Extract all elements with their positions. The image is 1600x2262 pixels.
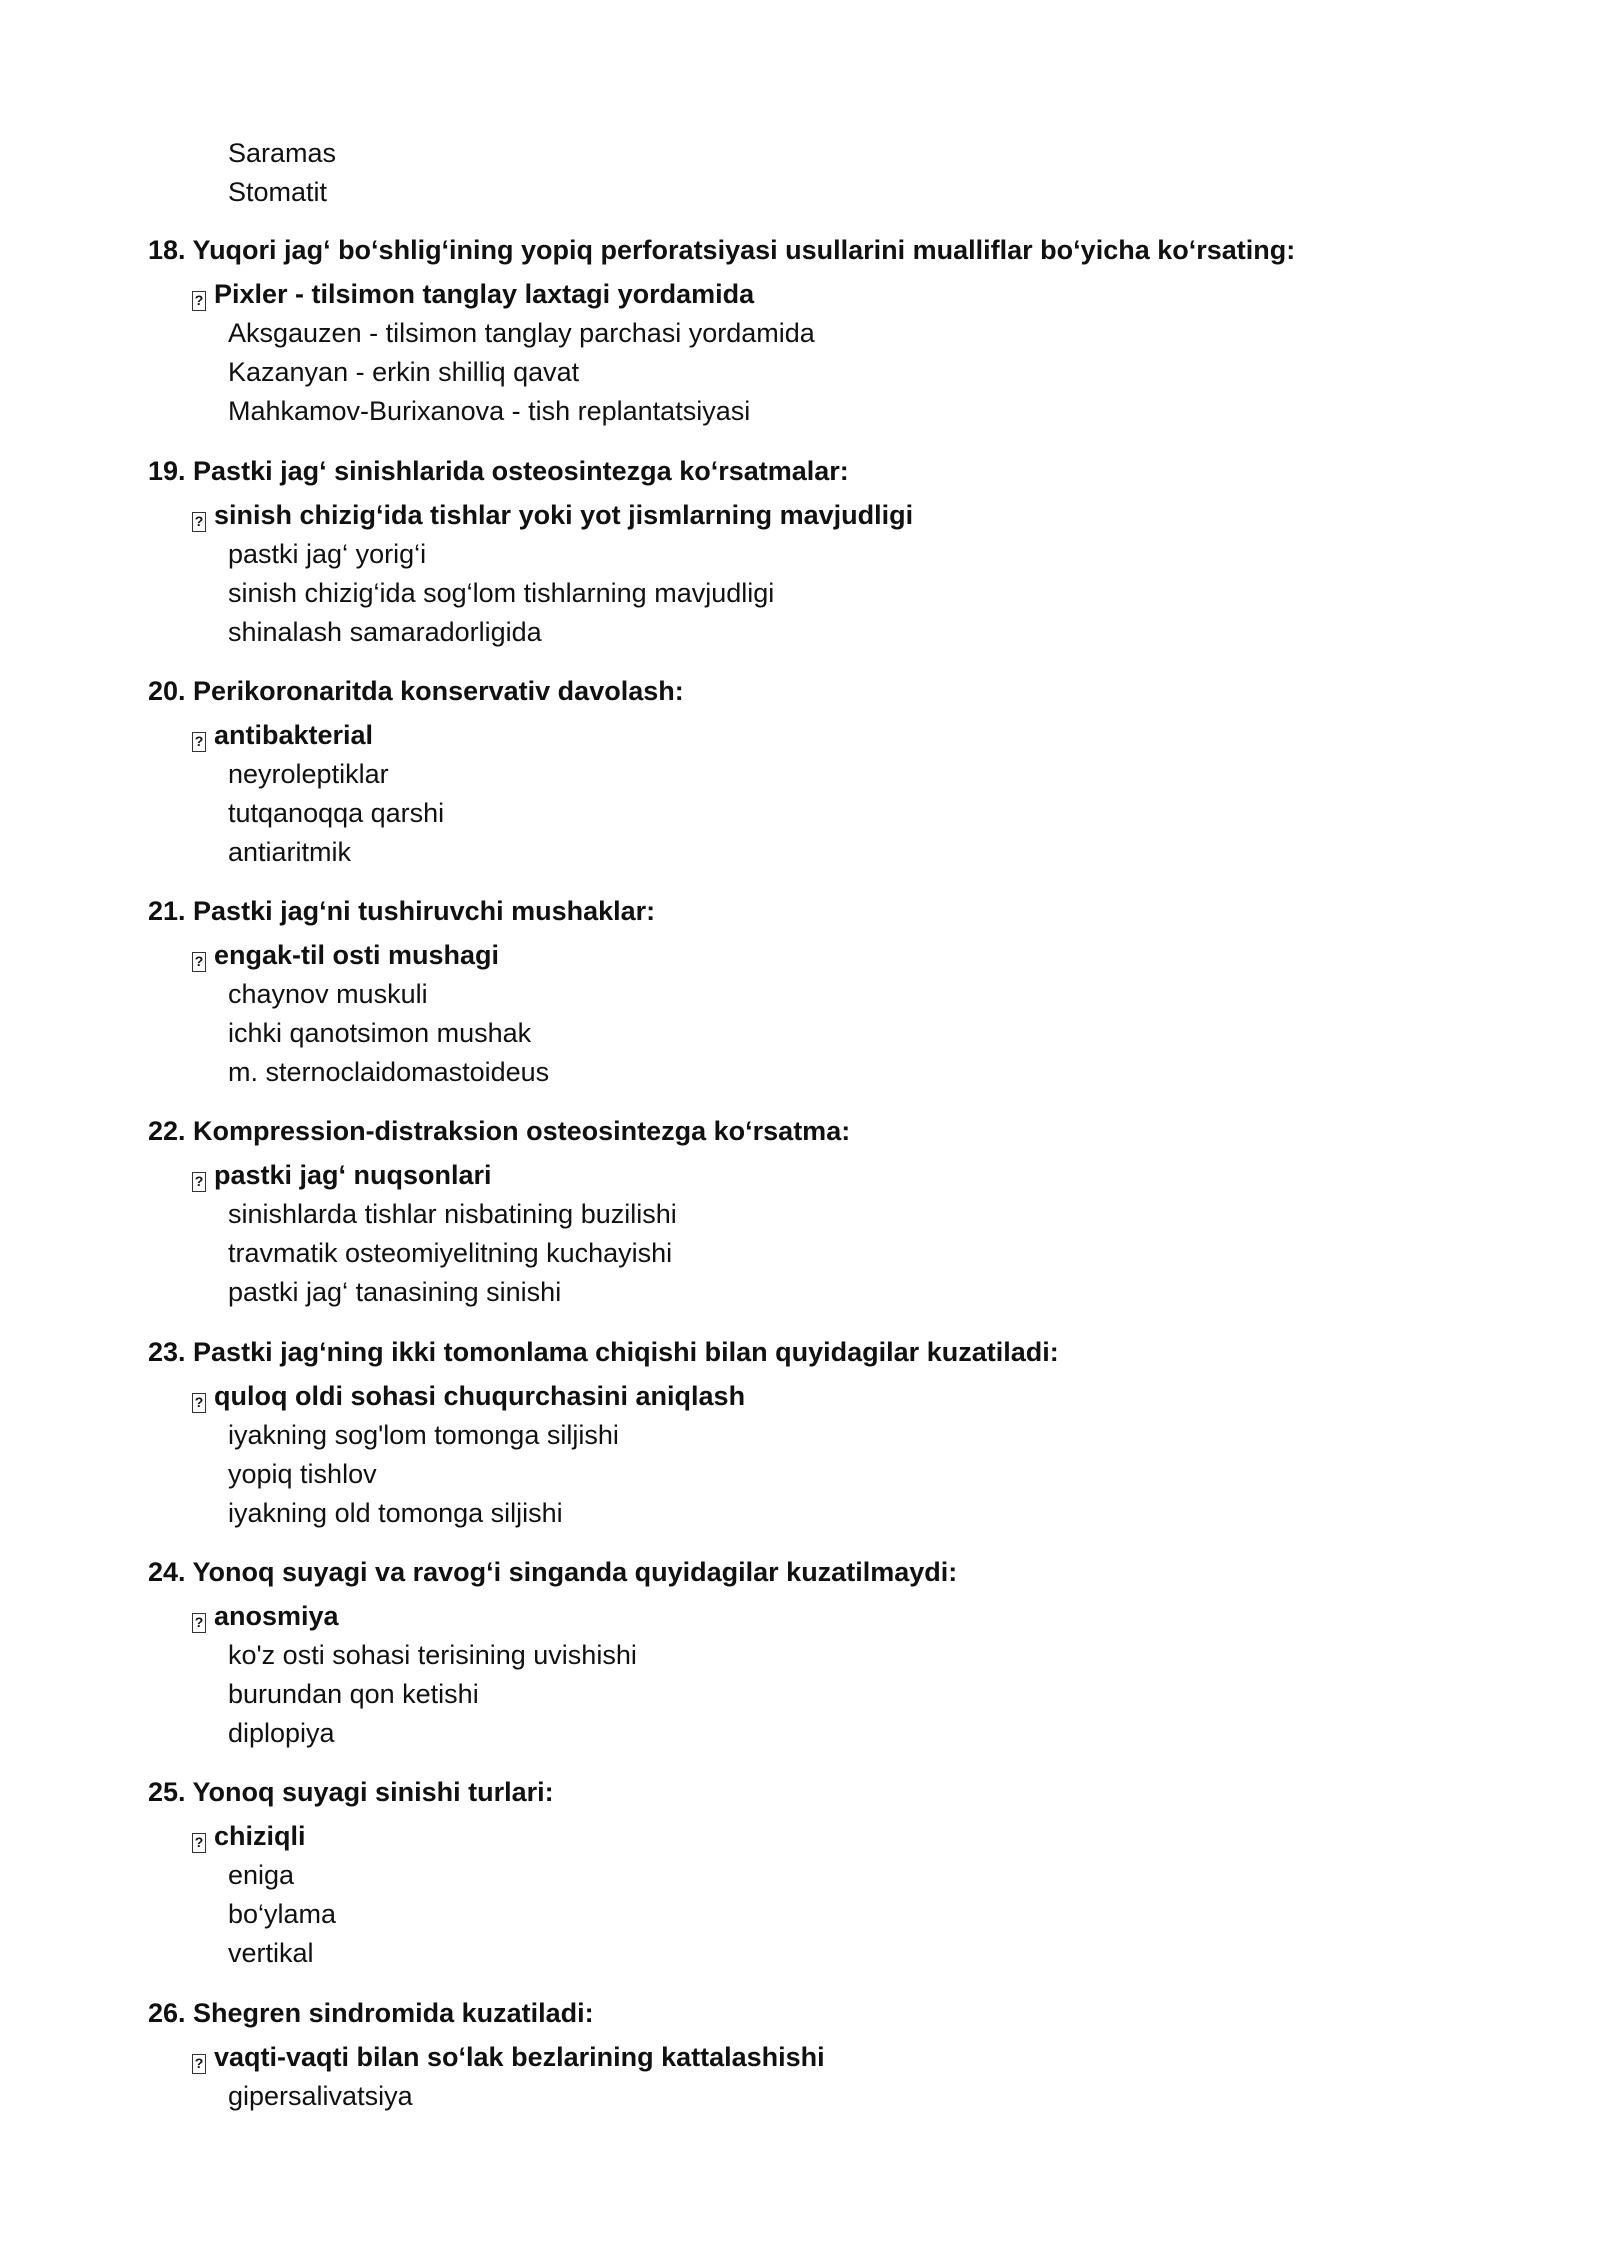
answer-option: neyroleptiklar	[228, 759, 389, 789]
answer-option: ko'z osti sohasi terisining uvishishi	[228, 1640, 637, 1670]
answer-option: sinishlarda tishlar nisbatining buzilishi	[228, 1199, 677, 1229]
answer-option: sinish chizig‘ida sog‘lom tishlarning mavjudligi	[228, 578, 775, 608]
answer-marker-icon: ?	[192, 1172, 206, 1192]
answer-marker-icon: ?	[192, 2054, 206, 2074]
answer-marker-icon: ?	[192, 1613, 206, 1633]
correct-answer-text: quloq oldi sohasi chuqurchasini aniqlash	[214, 1381, 746, 1411]
answer-option: m. sternoclaidomastoideus	[228, 1057, 550, 1087]
answer-option: iyakning sog'lom tomonga siljishi	[228, 1420, 619, 1450]
question-title: 21. Pastki jag‘ni tushiruvchi mushaklar:	[148, 896, 656, 926]
correct-answer	[192, 1158, 492, 1192]
header-item: Saramas	[228, 138, 337, 168]
correct-answer	[192, 498, 913, 532]
answer-option: chaynov muskuli	[228, 979, 428, 1009]
correct-answer	[192, 718, 373, 752]
correct-answer-text: chiziqli	[214, 1821, 306, 1851]
answer-option: burundan qon ketishi	[228, 1679, 479, 1709]
answer-option: iyakning old tomonga siljishi	[228, 1498, 563, 1528]
correct-answer	[192, 1599, 339, 1633]
question-title: 20. Perikoronaritda konservativ davolash:	[148, 676, 684, 706]
answer-option: ichki qanotsimon mushak	[228, 1018, 532, 1048]
answer-option: gipersalivatsiya	[228, 2081, 413, 2111]
answer-option: pastki jag‘ tanasining sinishi	[228, 1277, 562, 1307]
answer-option: Mahkamov-Burixanova - tish replantatsiyasi	[228, 396, 751, 426]
answer-option: tutqanoqqa qarshi	[228, 798, 445, 828]
question-title: 22. Kompression-distraksion osteosintezga ko‘rsatma:	[148, 1116, 851, 1146]
question-title: 19. Pastki jag‘ sinishlarida osteosintezga ko‘rsatmalar:	[148, 456, 849, 486]
answer-option: diplopiya	[228, 1718, 335, 1748]
correct-answer	[192, 1379, 745, 1413]
correct-answer	[192, 277, 754, 311]
answer-option: Aksgauzen - tilsimon tanglay parchasi yordamida	[228, 318, 815, 348]
correct-answer	[192, 1819, 306, 1853]
answer-marker-icon: ?	[192, 1833, 206, 1853]
answer-option: bo‘ylama	[228, 1899, 337, 1929]
header-item: Stomatit	[228, 177, 328, 207]
correct-answer-text: pastki jag‘ nuqsonlari	[214, 1160, 492, 1190]
answer-marker-icon: ?	[192, 512, 206, 532]
question-title: 26. Shegren sindromida kuzatiladi:	[148, 1998, 594, 2028]
correct-answer-text: antibakterial	[214, 720, 374, 750]
answer-option: yopiq tishlov	[228, 1459, 377, 1489]
correct-answer-text: Pixler - tilsimon tanglay laxtagi yordamida	[214, 279, 755, 309]
answer-option: Kazanyan - erkin shilliq qavat	[228, 357, 580, 387]
correct-answer-text: anosmiya	[214, 1601, 339, 1631]
correct-answer	[192, 2040, 825, 2074]
correct-answer	[192, 938, 499, 972]
answer-marker-icon: ?	[192, 291, 206, 311]
answer-option: pastki jag‘ yorig‘i	[228, 539, 427, 569]
answer-option: antiaritmik	[228, 837, 352, 867]
answer-marker-icon: ?	[192, 1393, 206, 1413]
answer-marker-icon: ?	[192, 952, 206, 972]
question-title: 23. Pastki jag‘ning ikki tomonlama chiqishi bilan quyidagilar kuzatiladi:	[148, 1337, 1059, 1367]
answer-option: eniga	[228, 1860, 295, 1890]
answer-marker-icon: ?	[192, 732, 206, 752]
correct-answer-text: vaqti-vaqti bilan so‘lak bezlarining kattalashishi	[214, 2042, 825, 2072]
correct-answer-text: sinish chizig‘ida tishlar yoki yot jismlarning mavjudligi	[214, 500, 914, 530]
question-title: 24. Yonoq suyagi va ravog‘i singanda quyidagilar kuzatilmaydi:	[148, 1557, 958, 1587]
question-title: 18. Yuqori jag‘ bo‘shlig‘ining yopiq perforatsiyasi usullarini mualliflar bo‘yicha ko‘rsating:	[148, 235, 1296, 265]
correct-answer-text: engak-til osti mushagi	[214, 940, 500, 970]
answer-option: travmatik osteomiyelitning kuchayishi	[228, 1238, 673, 1268]
answer-option: vertikal	[228, 1938, 314, 1968]
answer-option: shinalash samaradorligida	[228, 617, 542, 647]
question-title: 25. Yonoq suyagi sinishi turlari:	[148, 1777, 554, 1807]
